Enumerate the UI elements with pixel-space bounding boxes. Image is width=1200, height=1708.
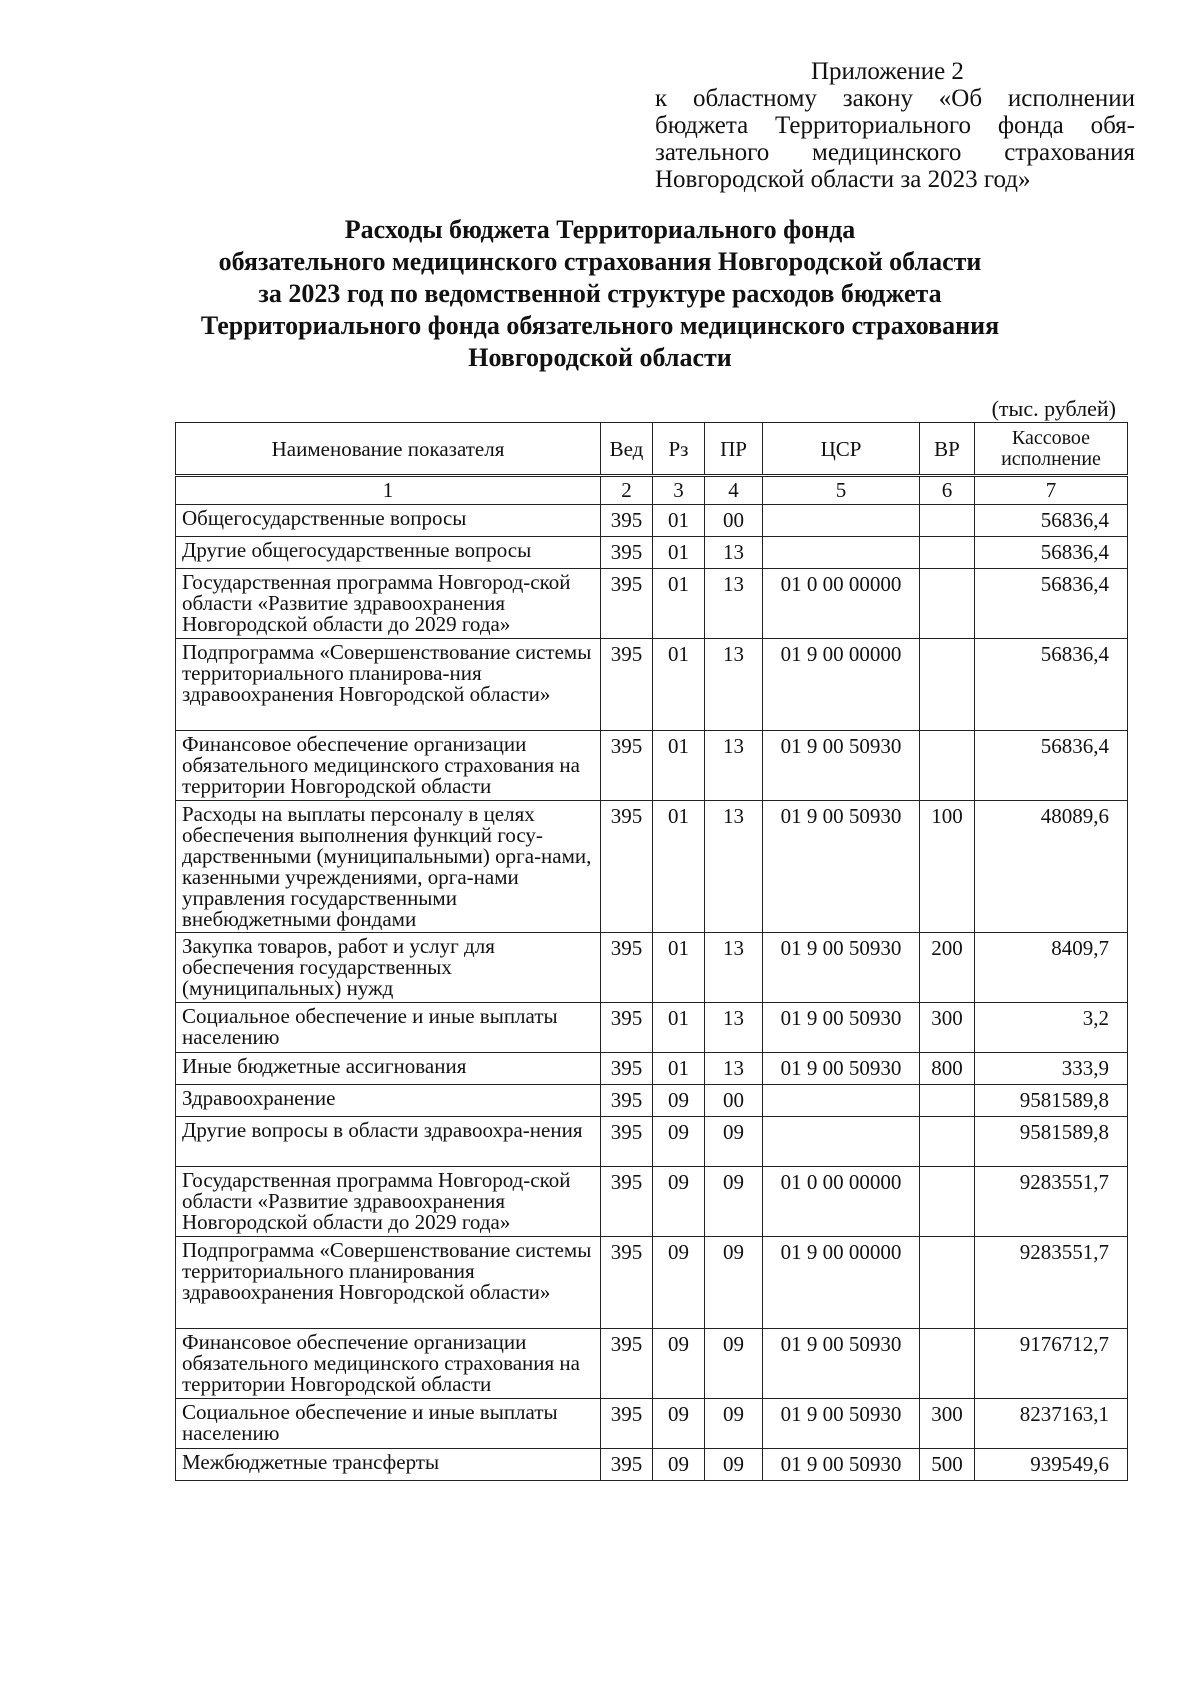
table-row	[176, 933, 1128, 1003]
cell-ved: 395	[601, 1237, 653, 1329]
cell-ved: 395	[601, 933, 653, 1003]
cell-ved: 395	[601, 1003, 653, 1053]
cell-rz: 01	[653, 1003, 705, 1053]
cell-amount: 48089,6	[975, 801, 1128, 933]
appendix-line: бюджета Территориального фонда обя-	[655, 112, 1135, 139]
cell-amount: 56836,4	[975, 731, 1128, 801]
cell-pr: 09	[705, 1237, 763, 1329]
cell-name: Здравоохранение	[176, 1085, 601, 1117]
cell-ved: 395	[601, 1167, 653, 1237]
cell-csr	[763, 505, 920, 537]
cell-rz: 01	[653, 505, 705, 537]
cell-name: Общегосударственные вопросы	[176, 505, 601, 537]
cell-rz: 09	[653, 1399, 705, 1449]
header-pr: ПР	[705, 423, 763, 476]
title-line: Расходы бюджета Территориального фонда	[344, 215, 856, 244]
table-row	[176, 1117, 1128, 1167]
appendix-line: зательного медицинского страхования	[655, 139, 1135, 166]
title-line: за 2023 год по ведомственной структуре расходов бюджета	[258, 279, 942, 308]
title-line: обязательного медицинского страхования Новгородской области	[218, 247, 982, 276]
cell-vr	[920, 505, 975, 537]
cell-name: Финансовое обеспечение организации обязательного медицинского страхования на территории Новгородской области	[176, 1329, 601, 1399]
cell-ved: 395	[601, 731, 653, 801]
cell-name: Расходы на выплаты персоналу в целях обеспечения выполнения функций госу-дарственными (муниципальными) орга-нами, казенными учреждениями, орга-нами управления государственными внебюджетными фондами	[176, 801, 601, 933]
table-row	[176, 569, 1128, 639]
cell-name: Другие вопросы в области здравоохра-нения	[176, 1117, 601, 1167]
cell-rz: 01	[653, 537, 705, 569]
cell-ved: 395	[601, 1117, 653, 1167]
cell-pr: 13	[705, 537, 763, 569]
cell-rz: 01	[653, 731, 705, 801]
table-row	[176, 1399, 1128, 1449]
cell-ved: 395	[601, 505, 653, 537]
cell-rz: 01	[653, 801, 705, 933]
cell-csr	[763, 1117, 920, 1167]
cell-csr: 01 9 00 50930	[763, 1003, 920, 1053]
cell-name: Другие общегосударственные вопросы	[176, 537, 601, 569]
cell-amount: 9581589,8	[975, 1085, 1128, 1117]
cell-name: Социальное обеспечение и иные выплаты населению	[176, 1003, 601, 1053]
cell-rz: 09	[653, 1117, 705, 1167]
table-row	[176, 731, 1128, 801]
cell-csr: 01 0 00 00000	[763, 1167, 920, 1237]
cell-pr: 09	[705, 1329, 763, 1399]
table-row	[176, 1167, 1128, 1237]
cell-vr	[920, 1167, 975, 1237]
header-ved: Вед	[601, 423, 653, 476]
cell-vr: 300	[920, 1003, 975, 1053]
cell-name: Подпрограмма «Совершенствование системы территориального планирования здравоохранения Новгородской области»	[176, 1237, 601, 1329]
cell-vr	[920, 1117, 975, 1167]
column-number: 6	[920, 476, 975, 505]
cell-amount: 3,2	[975, 1003, 1128, 1053]
cell-amount: 8237163,1	[975, 1399, 1128, 1449]
cell-pr: 13	[705, 639, 763, 731]
cell-pr: 13	[705, 569, 763, 639]
cell-vr	[920, 731, 975, 801]
cell-csr: 01 9 00 50930	[763, 1329, 920, 1399]
header-vr: ВР	[920, 423, 975, 476]
cell-amount: 56836,4	[975, 639, 1128, 731]
cell-ved: 395	[601, 569, 653, 639]
table-row	[176, 537, 1128, 569]
table-row	[176, 1449, 1128, 1481]
cell-vr	[920, 1085, 975, 1117]
cell-ved: 395	[601, 1399, 653, 1449]
appendix-line: Новгородской области за 2023 год»	[655, 166, 1031, 193]
cell-ved: 395	[601, 1053, 653, 1085]
cell-ved: 395	[601, 801, 653, 933]
cell-pr: 00	[705, 505, 763, 537]
cell-name: Межбюджетные трансферты	[176, 1449, 601, 1481]
cell-csr: 01 9 00 00000	[763, 639, 920, 731]
table-row	[176, 639, 1128, 731]
header-name: Наименование показателя	[176, 423, 601, 476]
cell-amount: 9283551,7	[975, 1167, 1128, 1237]
cell-amount: 333,9	[975, 1053, 1128, 1085]
column-number: 5	[763, 476, 920, 505]
cell-vr	[920, 1329, 975, 1399]
header-csr: ЦСР	[763, 423, 920, 476]
cell-name: Социальное обеспечение и иные выплаты населению	[176, 1399, 601, 1449]
title-line: Территориального фонда обязательного медицинского страхования	[200, 311, 1000, 340]
cell-pr: 09	[705, 1167, 763, 1237]
column-number: 1	[176, 476, 601, 505]
header-row	[176, 423, 1128, 476]
cell-csr	[763, 537, 920, 569]
cell-name: Подпрограмма «Совершенствование системы территориального планирова-ния здравоохранения Новгородской области»	[176, 639, 601, 731]
cell-vr: 800	[920, 1053, 975, 1085]
column-number: 7	[975, 476, 1128, 505]
cell-pr: 00	[705, 1085, 763, 1117]
cell-name: Финансовое обеспечение организации обязательного медицинского страхования на территории Новгородской области	[176, 731, 601, 801]
cell-name: Государственная программа Новгород-ской области «Развитие здравоохранения Новгородской области до 2029 года»	[176, 569, 601, 639]
table-row	[176, 1003, 1128, 1053]
cell-ved: 395	[601, 537, 653, 569]
cell-rz: 01	[653, 933, 705, 1003]
cell-rz: 01	[653, 1053, 705, 1085]
cell-pr: 09	[705, 1449, 763, 1481]
table-row	[176, 1329, 1128, 1399]
cell-vr	[920, 1237, 975, 1329]
cell-amount: 8409,7	[975, 933, 1128, 1003]
cell-ved: 395	[601, 1449, 653, 1481]
cell-csr: 01 9 00 50930	[763, 731, 920, 801]
cell-vr: 100	[920, 801, 975, 933]
cell-csr: 01 9 00 50930	[763, 801, 920, 933]
header-amount: Кассовое исполнение	[975, 423, 1128, 476]
cell-name: Иные бюджетные ассигнования	[176, 1053, 601, 1085]
cell-csr: 01 9 00 00000	[763, 1237, 920, 1329]
cell-vr: 300	[920, 1399, 975, 1449]
cell-rz: 09	[653, 1449, 705, 1481]
table-row	[176, 505, 1128, 537]
header-rz: Рз	[653, 423, 705, 476]
table-row	[176, 1053, 1128, 1085]
cell-vr: 500	[920, 1449, 975, 1481]
cell-csr	[763, 1085, 920, 1117]
cell-rz: 09	[653, 1329, 705, 1399]
cell-amount: 56836,4	[975, 569, 1128, 639]
cell-pr: 09	[705, 1117, 763, 1167]
document-title	[150, 214, 1050, 374]
cell-pr: 13	[705, 1053, 763, 1085]
cell-vr: 200	[920, 933, 975, 1003]
column-number-row	[176, 476, 1128, 505]
table-row	[176, 801, 1128, 933]
cell-csr: 01 9 00 50930	[763, 933, 920, 1003]
cell-ved: 395	[601, 1329, 653, 1399]
cell-amount: 9176712,7	[975, 1329, 1128, 1399]
cell-rz: 01	[653, 639, 705, 731]
cell-pr: 13	[705, 933, 763, 1003]
cell-pr: 13	[705, 801, 763, 933]
table-row	[176, 1085, 1128, 1117]
cell-amount: 56836,4	[975, 505, 1128, 537]
cell-ved: 395	[601, 639, 653, 731]
cell-csr: 01 0 00 00000	[763, 569, 920, 639]
appendix-title: Приложение 2	[811, 58, 964, 85]
appendix-line: к областному закону «Об исполнении	[655, 85, 1135, 112]
cell-name: Государственная программа Новгород-ской области «Развитие здравоохранения Новгородской области до 2029 года»	[176, 1167, 601, 1237]
cell-csr: 01 9 00 50930	[763, 1399, 920, 1449]
cell-pr: 09	[705, 1399, 763, 1449]
cell-rz: 09	[653, 1167, 705, 1237]
cell-amount: 56836,4	[975, 537, 1128, 569]
cell-vr	[920, 569, 975, 639]
cell-csr: 01 9 00 50930	[763, 1053, 920, 1085]
cell-name: Закупка товаров, работ и услуг для обеспечения государственных (муниципальных) нужд	[176, 933, 601, 1003]
cell-amount: 9581589,8	[975, 1117, 1128, 1167]
cell-ved: 395	[601, 1085, 653, 1117]
cell-vr	[920, 639, 975, 731]
appendix-header	[655, 58, 1135, 193]
cell-amount: 9283551,7	[975, 1237, 1128, 1329]
column-number: 2	[601, 476, 653, 505]
title-line: Новгородской области	[468, 343, 732, 372]
cell-pr: 13	[705, 1003, 763, 1053]
cell-amount: 939549,6	[975, 1449, 1128, 1481]
table-row	[176, 1237, 1128, 1329]
cell-rz: 01	[653, 569, 705, 639]
budget-table	[175, 422, 1128, 1481]
column-number: 4	[705, 476, 763, 505]
units-label: (тыс. рублей)	[991, 396, 1116, 421]
column-number: 3	[653, 476, 705, 505]
cell-csr: 01 9 00 50930	[763, 1449, 920, 1481]
cell-pr: 13	[705, 731, 763, 801]
cell-rz: 09	[653, 1085, 705, 1117]
cell-vr	[920, 537, 975, 569]
cell-rz: 09	[653, 1237, 705, 1329]
